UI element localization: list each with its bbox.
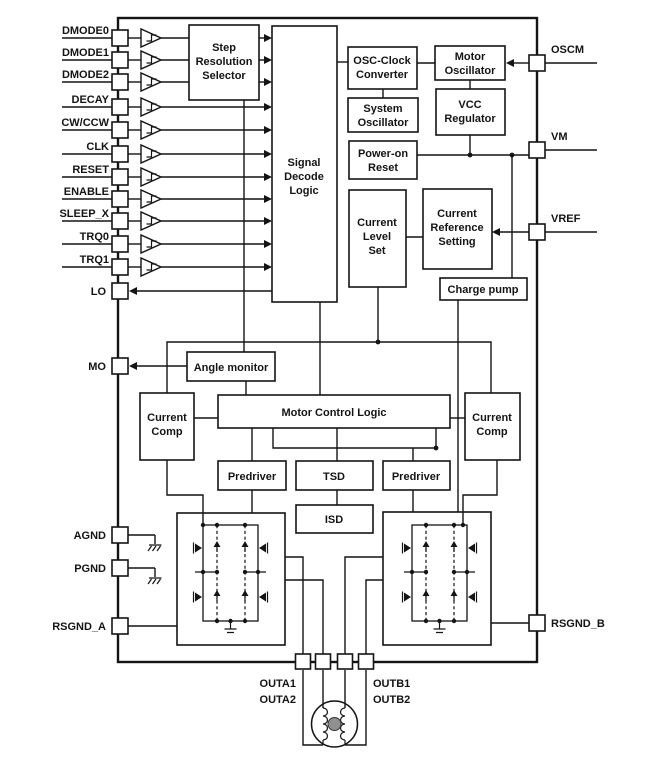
pin-left-12 [88, 358, 128, 374]
pin-label: TRQ0 [79, 231, 109, 243]
block-label: Level [362, 231, 392, 243]
block-label: ISD [324, 514, 344, 526]
block-current-reference-setting [423, 189, 492, 269]
pin-label: OUTB2 [373, 694, 411, 706]
pin-label: CLK [86, 141, 109, 153]
block-current-comp-b [465, 393, 520, 460]
pin-label: ENABLE [63, 186, 109, 198]
motor-coil-a [323, 708, 328, 745]
block-label: Reset [368, 162, 398, 174]
pin-pad [112, 169, 128, 185]
pin-label: CW/CCW [61, 117, 109, 129]
block-label: Motor [454, 51, 486, 63]
block-label: Current [357, 217, 397, 229]
block-label: Resolution [195, 56, 253, 68]
block-label: Power-on [357, 148, 409, 160]
block-label: Predriver [227, 471, 277, 483]
pin-label: DMODE1 [61, 47, 109, 59]
ground-icon [148, 545, 162, 551]
block-current-comp-a [140, 393, 194, 460]
block-vcc-regulator [436, 89, 505, 135]
block-osc-clock-converter [348, 47, 417, 89]
pin-left-8 [59, 208, 272, 230]
pin-label: MO [88, 361, 106, 373]
pin-pad [529, 224, 545, 240]
pin-pad [112, 358, 128, 374]
pin-pad [112, 146, 128, 162]
pin-pad [112, 527, 128, 543]
block-label: Signal [287, 157, 321, 169]
block-label: Current [437, 208, 477, 220]
pin-pad [529, 615, 545, 631]
pin-label: DECAY [71, 94, 109, 106]
block-label: Motor Control Logic [281, 407, 387, 419]
blocks [140, 25, 527, 533]
pin-left-11 [91, 283, 128, 299]
block-power-on-reset [349, 141, 417, 179]
block-label: Setting [438, 236, 476, 248]
block-motor-control-logic [218, 395, 450, 428]
pin-left-15 [52, 618, 128, 634]
block-label: Charge pump [447, 284, 519, 296]
pin-label: VREF [551, 213, 581, 225]
block-label: Reference [430, 222, 484, 234]
pin-label: PGND [74, 563, 106, 575]
pin-left-6 [62, 164, 272, 186]
block-label: Comp [151, 426, 183, 438]
pin-label: SLEEP_X [59, 208, 109, 220]
pin-bottom-2 [338, 654, 353, 669]
pin-label: OUTA1 [259, 678, 296, 690]
pin-label: RSGND_B [551, 618, 605, 630]
pin-label: DMODE2 [61, 69, 109, 81]
h-bridge-b-box [383, 512, 491, 645]
motor-coil-b [341, 708, 346, 745]
pin-label: RSGND_A [52, 621, 106, 633]
block-predriver-a [218, 461, 286, 490]
pin-label: DMODE0 [61, 25, 109, 37]
pin-pad [112, 30, 128, 46]
block-label: Current [147, 412, 187, 424]
pin-pad [112, 99, 128, 115]
pin-pad [296, 654, 311, 669]
pin-left-9 [62, 231, 272, 253]
pin-left-2 [62, 69, 189, 91]
pin-label: RESET [72, 164, 109, 176]
pin-left-1 [62, 47, 189, 69]
pin-bottom-0 [296, 654, 311, 669]
block-tsd [296, 461, 373, 490]
block-system-oscillator [348, 98, 418, 132]
block-angle-monitor [187, 352, 275, 381]
block-label: Predriver [391, 471, 441, 483]
ground-icon [148, 578, 162, 584]
block-label: Comp [476, 426, 508, 438]
pin-pad [112, 213, 128, 229]
pin-pad [112, 560, 128, 576]
pin-pad [112, 74, 128, 90]
pin-label: OUTA2 [259, 694, 296, 706]
pin-right-0 [529, 44, 597, 71]
pin-pad [338, 654, 353, 669]
block-label: Converter [356, 69, 408, 81]
pin-label: LO [90, 286, 106, 298]
block-label: Set [368, 245, 386, 257]
block-current-level-set [349, 190, 406, 287]
pin-pad [359, 654, 374, 669]
pin-left-0 [62, 25, 189, 47]
block-label: Logic [289, 185, 319, 197]
block-label: Current [472, 412, 512, 424]
pin-label: OSCM [551, 44, 584, 56]
block-charge-pump [440, 278, 527, 300]
block-label: System [363, 103, 403, 115]
block-label: OSC-Clock [353, 55, 411, 67]
pin-right-3 [529, 615, 605, 631]
block-isd [296, 505, 373, 533]
block-signal-decode-logic [272, 26, 337, 302]
pin-label: OUTB1 [373, 678, 411, 690]
pin-left-4 [61, 117, 272, 139]
block-step-resolution-selector [189, 25, 259, 100]
pin-left-5 [62, 141, 272, 163]
pin-pad [112, 52, 128, 68]
block-label: Selector [202, 70, 246, 82]
pin-pad [112, 236, 128, 252]
pin-left-10 [62, 254, 272, 276]
pin-pad [112, 191, 128, 207]
block-predriver-b [383, 461, 450, 490]
block-label: Angle monitor [193, 362, 269, 374]
pin-pad [529, 55, 545, 71]
pin-pad [529, 142, 545, 158]
pin-pad [316, 654, 331, 669]
block-label: Regulator [444, 113, 496, 125]
block-label: TSD [323, 471, 345, 483]
pin-label: AGND [73, 530, 106, 542]
stepper-motor-symbol [312, 701, 358, 747]
pin-label: VM [551, 131, 568, 143]
pin-bottom-3 [359, 654, 374, 669]
block-label: Step [212, 42, 236, 54]
block-label: Oscillator [357, 117, 409, 129]
pin-left-7 [62, 186, 272, 208]
pin-label: TRQ1 [79, 254, 109, 266]
block-motor-oscillator [435, 46, 505, 80]
block-label: Oscillator [444, 65, 496, 77]
block-label: VCC [458, 99, 482, 111]
block-label: Decode [284, 171, 324, 183]
motor-rotor [328, 718, 341, 731]
pin-pad [112, 259, 128, 275]
pin-pad [112, 122, 128, 138]
pin-bottom-1 [316, 654, 331, 669]
pin-right-2 [529, 213, 597, 240]
pin-right-1 [529, 131, 597, 158]
pin-pad [112, 618, 128, 634]
pin-pad [112, 283, 128, 299]
